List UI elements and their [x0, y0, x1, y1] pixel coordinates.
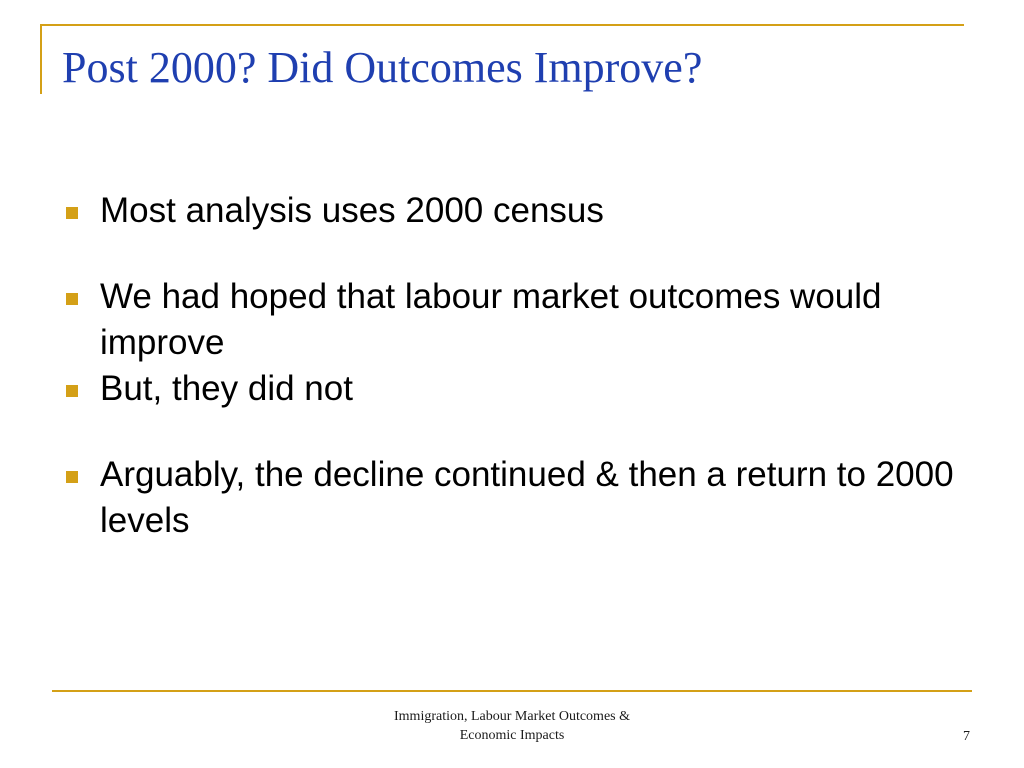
- square-bullet-icon: [66, 385, 78, 397]
- bullet-item: [66, 274, 966, 366]
- bullet-item: [66, 366, 966, 412]
- footer-line: Immigration, Labour Market Outcomes &: [394, 709, 630, 724]
- footer-accent-rule: [52, 690, 972, 692]
- top-accent-rule: [40, 24, 964, 26]
- left-accent-rule: [40, 24, 42, 94]
- bullet-text: Most analysis uses 2000 census: [100, 191, 604, 230]
- square-bullet-icon: [66, 293, 78, 305]
- square-bullet-icon: [66, 471, 78, 483]
- slide-footer: [312, 707, 712, 745]
- bullet-item: [66, 188, 966, 234]
- bullet-text: Arguably, the decline continued & then a return to 2000 levels: [100, 455, 954, 540]
- slide-title: Post 2000? Did Outcomes Improve?: [62, 43, 703, 92]
- bullet-text: But, they did not: [100, 369, 353, 408]
- bullet-text: We had hoped that labour market outcomes would improve: [100, 277, 882, 362]
- footer-line: Economic Impacts: [459, 728, 565, 743]
- bullet-list: [66, 188, 966, 544]
- page-number: 7: [963, 729, 970, 744]
- bullet-item: [66, 452, 966, 544]
- square-bullet-icon: [66, 207, 78, 219]
